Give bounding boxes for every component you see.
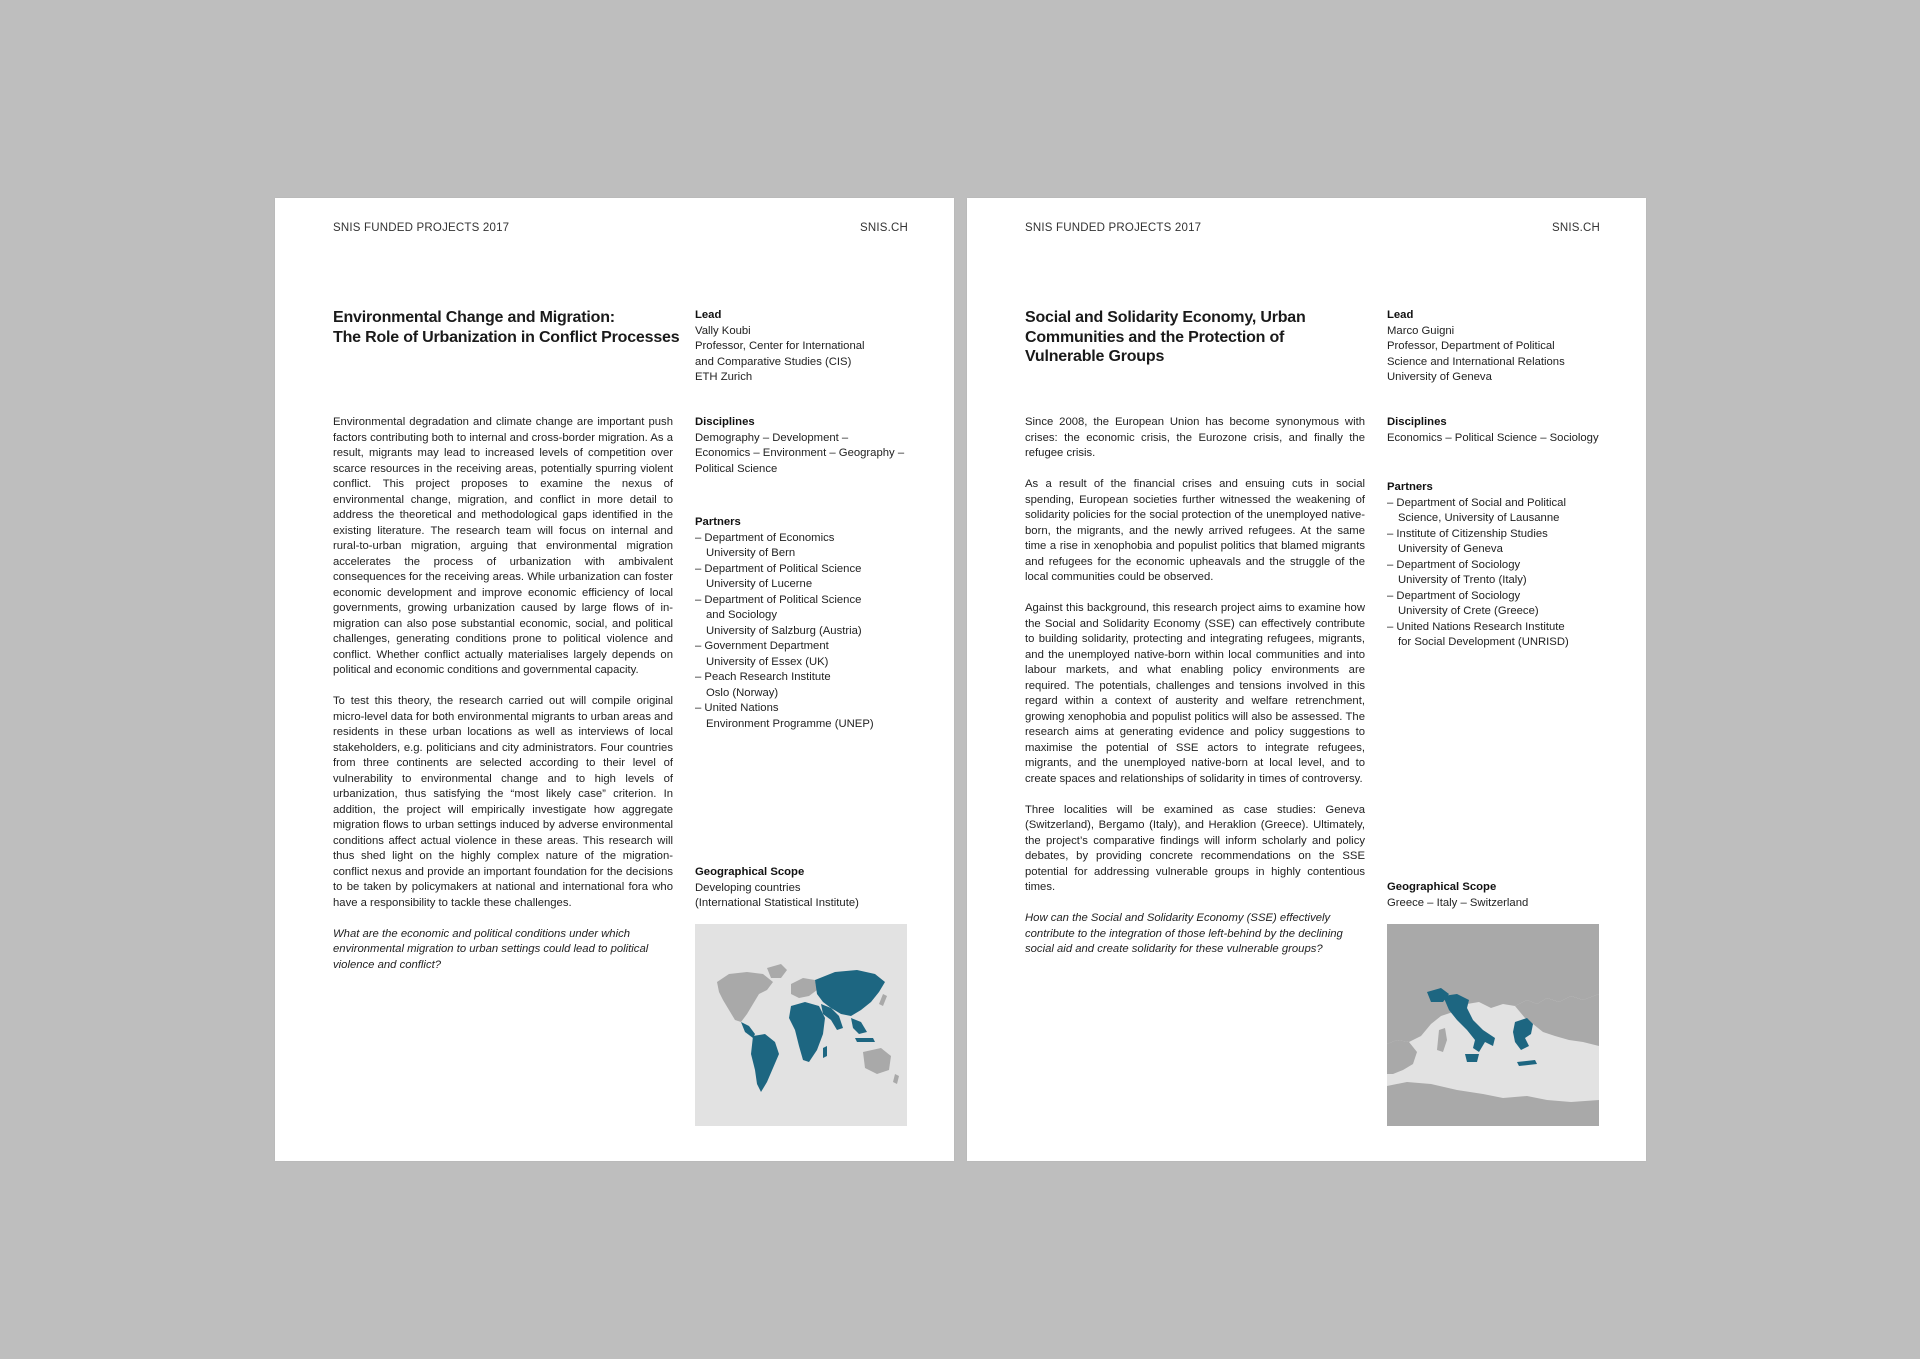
body-paragraph: Three localities will be examined as case studies: Geneva (Switzerland), Bergamo (Italy), and Heraklion (Greece). Ultimately, the project’s comparative findings will inform scholarly and policy debates, by providing concrete recommendations on the SSE potential for addressing vulnerable groups in highly contentious times. [1025,803,1365,893]
project-title [1025,308,1365,367]
research-question: How can the Social and Solidarity Economy (SSE) effectively contribute to the integration of those left-behind by the declining social aid and create solidarity for these vulnerable groups? [1025,912,1343,955]
partner-line: – United Nations [695,702,779,714]
partner-line: University of Lucerne [706,578,813,590]
disciplines-section [695,415,907,477]
research-question: What are the economic and political conditions under which environmental migration to urban settings could lead to political violence and conflict? [333,927,649,971]
scope-line: (International Statistical Institute) [695,897,859,909]
partners-section [1387,480,1599,651]
discipline-line: Economics – Environment – Geography – [695,447,905,459]
europe-map-icon [1387,924,1599,1126]
lead-line: ETH Zurich [695,371,753,383]
section-heading: Geographical Scope [1387,881,1497,893]
world-map-image [695,924,907,1126]
running-header: SNIS FUNDED PROJECTS 2017 [333,222,510,234]
section-heading: Partners [1387,481,1433,493]
lead-line: University of Geneva [1387,371,1492,383]
scope-line: Greece – Italy – Switzerland [1387,896,1529,909]
lead-line: Professor, Center for International [695,340,865,352]
project-title [333,308,680,347]
document-page-right [967,198,1646,1161]
title-line: The Role of Urbanization in Conflict Processes [333,328,680,346]
body-paragraph: Environmental degradation and climate change are important push factors contributing both to internal and cross-border migration. As a result, migrants may lead to increased levels of competition over scarce resources in the receiving areas, potentially spurring violent conflict. This project proposes to examine the nexus of environmental change, migration, and conflict in more detail to address the theoretical and methodological gaps identified in the existing literature. The research team will focus on internal and rural-to-urban migration, arguing that environmental migration accelerates the process of urbanization with ambivalent consequences for the receiving areas. While urbanization can foster economic development and improve economic efficiency of local governments, growing urbanization caused by large flows of in-migration can also pose substantial economic, social, and political challenges, generating conditions prone to political violence and conflict. Whether conflict actually materialises largely depends on political and economic conditions and governmental capacity. [333,416,673,676]
lead-line: and Comparative Studies (CIS) [695,355,852,368]
discipline-line: Political Science [695,462,778,475]
document-page-left [275,198,954,1161]
section-heading: Partners [695,516,741,528]
partners-section [695,515,907,732]
scope-section [1387,880,1599,911]
body-paragraph: As a result of the financial crises and ensuing cuts in social spending, European societies further witnessed the weakening of solidarity policies for the social protection of the unemployed native-born, the migrants, and the newly arrived refugees. At the same time a rise in xenophobia and populist politics that blamed migrants and refugees for the economic upheavals and the struggle of the local communities could be observed. [1025,478,1365,583]
partner-line: – Department of Political Science [695,562,862,575]
lead-line: Vally Koubi [695,324,751,337]
section-heading: Lead [1387,309,1414,321]
section-heading: Disciplines [1387,416,1447,428]
partner-line: University of Bern [706,547,796,559]
lead-line: Science and International Relations [1387,355,1565,368]
partner-line: – Department of Sociology [1387,558,1521,571]
scope-section [695,865,907,912]
lead-line: Professor, Department of Political [1387,340,1555,352]
section-heading: Geographical Scope [695,866,805,878]
partner-line: for Social Development (UNRISD) [1398,636,1569,648]
partner-line: Environment Programme (UNEP) [706,717,874,730]
partner-line: Science, University of Lausanne [1398,512,1560,524]
partner-line: – United Nations Research Institute [1387,620,1565,633]
europe-map-image [1387,924,1599,1126]
partner-line: – Department of Sociology [1387,589,1521,602]
partner-line: – Department of Social and Political [1387,496,1566,509]
project-description [333,415,673,989]
project-description [1025,415,1365,973]
partner-line: University of Trento (Italy) [1398,574,1527,586]
partner-line: University of Crete (Greece) [1398,605,1539,617]
lead-line: Marco Guigni [1387,324,1455,337]
section-heading: Lead [695,309,722,321]
website-label: SNIS.CH [1551,222,1600,234]
scope-line: Developing countries [695,881,801,894]
body-paragraph: Since 2008, the European Union has become synonymous with crises: the economic crisis, the Eurozone crisis, and finally the refugee crisis. [1025,416,1365,459]
partner-line: University of Geneva [1398,543,1503,555]
partner-line: – Institute of Citizenship Studies [1387,527,1548,540]
partner-line: – Peach Research Institute [695,671,831,683]
discipline-line: Economics – Political Science – Sociology [1387,431,1599,444]
title-line: Social and Solidarity Economy, Urban [1025,309,1306,326]
partner-line: – Government Department [695,640,829,652]
partner-line: University of Essex (UK) [706,655,829,668]
body-paragraph: To test this theory, the research carried out will compile original micro-level data for both environmental migrants to urban areas and residents in these urban locations as well as interviews of local stakeholders, e.g. politicians and city administrators. Four countries from three continents are selected according to their level of vulnerability to environmental change and to high levels of urbanization, thus satisfying the “most likely case” criterion. In addition, the project will empirically investigate how aggregate migration flows to urban settings induced by adverse environmental conditions affect actual violence in these areas. This research will thus shed light on the highly complex nature of the migration-conflict nexus and provide an important foundation for the decisions to be taken by policymakers at national and international fora who have a responsibility to tackle these challenges. [333,695,673,909]
website-label: SNIS.CH [859,222,908,234]
title-line: Environmental Change and Migration: [333,309,615,326]
section-heading: Disciplines [695,416,755,428]
partner-line: – Department of Political Science [695,593,862,606]
world-map-icon [695,924,907,1126]
partner-line: Oslo (Norway) [706,686,779,699]
lead-section [695,308,907,386]
partner-line: University of Salzburg (Austria) [706,624,862,637]
lead-section [1387,308,1599,386]
disciplines-section [1387,415,1599,446]
partner-line: – Department of Economics [695,531,835,544]
running-header: SNIS FUNDED PROJECTS 2017 [1025,222,1202,234]
title-line: Communities and the Protection of [1025,328,1285,346]
title-line: Vulnerable Groups [1025,348,1165,365]
body-paragraph: Against this background, this research project aims to examine how the Social and Solidarity Economy (SSE) can effectively contribute to building solidarity, protecting and integrating refugees, migrants, and the unemployed native-born within local communities and into labour markets, and what enabling policy environments are required. The potentials, challenges and tensions involved in this regard within a context of austerity and welfare retrenchment, growing xenophobia and populist politics will also be assessed. The research aims at generating evidence and policy suggestions to maximise the potential of SSE actors to integrate refugees, migrants, and the unemployed native-born at local level, and to create spaces and relationships of solidarity in times of controversy. [1025,602,1365,785]
partner-line: and Sociology [706,609,777,621]
discipline-line: Demography – Development – [695,431,849,444]
